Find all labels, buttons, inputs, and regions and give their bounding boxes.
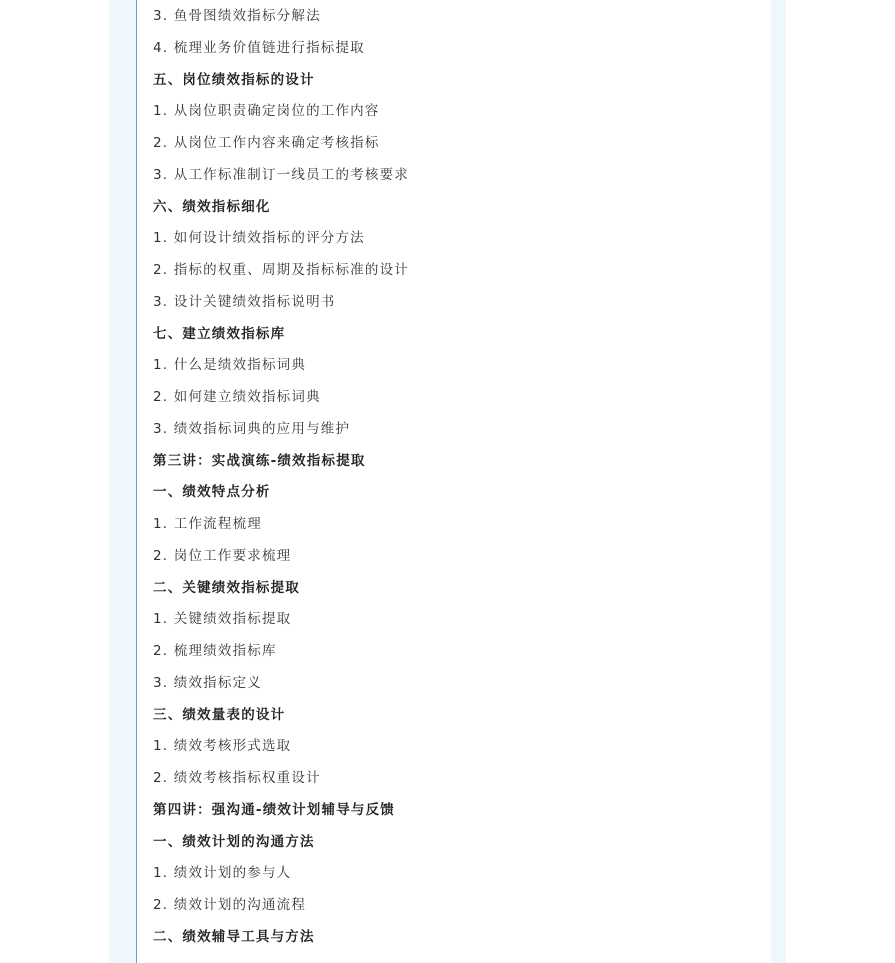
outline-item: 1. 如何设计绩效指标的评分方法 [153,230,365,247]
outline-heading: 第四讲：强沟通-绩效计划辅导与反馈 [153,801,396,818]
content-panel [136,0,771,963]
outline-item: 3. 从工作标准制订一线员工的考核要求 [153,166,409,183]
outline-item: 1. 工作流程梳理 [153,516,262,532]
outline-item: 2. 绩效考核指标权重设计 [153,770,321,786]
outline-item: 1. 绩效计划的参与人 [153,865,292,882]
outline-item: 2. 梳理绩效指标库 [153,643,277,659]
outline-item: 3. 绩效指标定义 [153,674,262,691]
outline-item: 1. 绩效考核形式选取 [153,738,292,755]
outline-heading: 第三讲：实战演练-绩效指标提取 [153,452,366,469]
outline-item: 2. 如何建立绩效指标词典 [153,389,321,405]
outline-heading: 二、关键绩效指标提取 [153,579,300,596]
outline-item: 1. 关键绩效指标提取 [153,611,292,628]
outline-item: 1. 从岗位职责确定岗位的工作内容 [153,103,380,120]
outline-item: 3. 绩效指标词典的应用与维护 [153,420,351,437]
outline-item: 2. 岗位工作要求梳理 [153,547,292,564]
outline-heading: 六、绩效指标细化 [153,198,271,215]
outline-item: 4. 梳理业务价值链进行指标提取 [153,39,365,56]
outline-heading: 一、绩效特点分析 [153,484,271,501]
outline-item: 3. 设计关键绩效指标说明书 [153,293,336,310]
outline-heading: 五、岗位绩效指标的设计 [153,71,315,88]
outline-item: 1. 什么是绩效指标词典 [153,357,307,374]
outline-heading: 三、绩效量表的设计 [153,706,286,723]
course-outline [153,1,753,954]
outline-heading: 二、绩效辅导工具与方法 [153,928,315,945]
outline-item: 2. 指标的权重、周期及指标标准的设计 [153,262,409,278]
outline-heading: 七、建立绩效指标库 [153,325,286,342]
outline-item: 2. 从岗位工作内容来确定考核指标 [153,135,380,151]
outline-heading: 一、绩效计划的沟通方法 [153,833,315,850]
outline-item: 2. 绩效计划的沟通流程 [153,897,307,913]
outline-item: 3. 鱼骨图绩效指标分解法 [153,8,321,24]
